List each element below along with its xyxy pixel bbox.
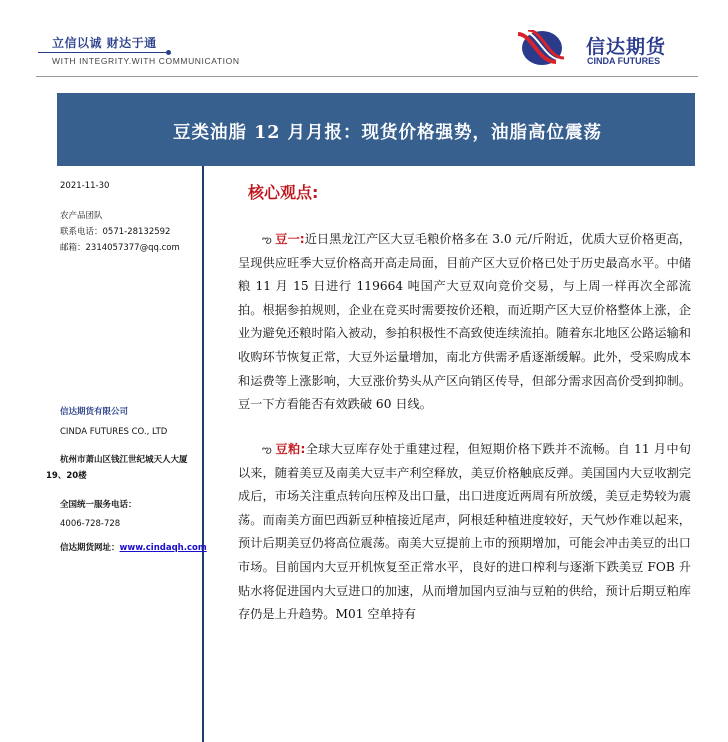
section-soybean-meal <box>238 438 691 627</box>
report-title: 豆类油脂 12 月月报：现货价格强势，油脂高位震荡 <box>173 123 603 143</box>
slogan-cn: 立信以诚 财达于通 <box>52 36 157 50</box>
report-date: 2021-11-30 <box>60 181 110 191</box>
core-views-heading: 核心观点: <box>248 183 319 202</box>
bullet-icon: ఌ <box>262 233 276 246</box>
bullet-icon: ఌ <box>262 443 276 456</box>
logo-text-en: CINDA FUTURES <box>587 56 661 66</box>
slogan-dot <box>166 50 171 55</box>
cinda-logo-icon <box>516 30 564 66</box>
section-text: 近日黑龙江产区大豆毛粮价格多在 3.0 元/斤附近，优质大豆价格更高，呈现供应旺季大豆价格高开高走局面，目前产区大豆价格已处于历史最高水平。中储粮 11 月 15 日进行 119664 吨国产大豆双向竞价交易，与上周一样再次全部流拍。根据参拍规则，企业在竞买时需要按价还粮，而近期产区大豆价格整体上涨，企业为避免还粮时陷入被动，参拍积极性不高致使连续流拍。随着东北地区公路运输和收购环节恢复正常，大豆外运量增加，南北方供需矛盾逐渐缓解。此外，受采购成本和运费等上涨影响，大豆涨价势头从产区向销区传导，但部分需求因高价受到抑制。豆一下方看能否有效跌破 60 日线。 <box>238 232 691 412</box>
contact-phone: 联系电话：0571-28132592 <box>60 227 171 237</box>
company-address: 杭州市萧山区钱江世纪城天人大厦19、20楼 <box>46 455 188 481</box>
section-text: 全球大豆库存处于重建过程，但短期价格下跌并不流畅。自 11 月中旬以来，随着美豆及南美大豆丰产利空释放，美豆价格触底反弹。美国国内大豆收割完成后，市场关注重点转向压榨及出口量，出口进度近两周有所放缓，美豆走势较为震荡。而南美方面巴西新豆种植接近尾声，阿根廷种植进度较好，天气炒作难以起来，预计后期美豆仍将高位震荡。南美大豆提前上市的预期增加，可能会冲击美豆的出口市场。目前国内大豆开机恢复至正常水平，良好的进口榨利与逐渐下跌美豆 FOB 升贴水将促进国内大豆进口的加速，从而增加国内豆油与豆粕的供给，预计后期豆粕库存仍是上升趋势。M01 空单持有 <box>238 442 691 622</box>
slogan-en: WITH INTEGRITY.WITH COMMUNICATION <box>52 56 240 66</box>
hotline-label: 全国统一服务电话： <box>60 500 137 510</box>
hotline-number: 4006-728-728 <box>60 519 121 529</box>
website-label: 信达期货网址： <box>60 543 120 553</box>
section-label: 豆一: <box>275 232 305 246</box>
contact-email: 邮箱：2314057377@qq.com <box>60 243 180 253</box>
company-name-en: CINDA FUTURES CO., LTD <box>60 427 168 437</box>
company-name-cn: 信达期货有限公司 <box>60 407 129 417</box>
column-divider <box>202 166 204 742</box>
section-label: 豆粕: <box>275 442 306 456</box>
team-name: 农产品团队 <box>60 211 103 221</box>
logo-text-cn: 信达期货 <box>586 36 667 58</box>
website-link[interactable]: www.cindaqh.com <box>119 543 207 553</box>
section-soybean-no1 <box>238 228 691 417</box>
slogan-underline <box>38 52 170 53</box>
header-divider <box>36 76 698 77</box>
